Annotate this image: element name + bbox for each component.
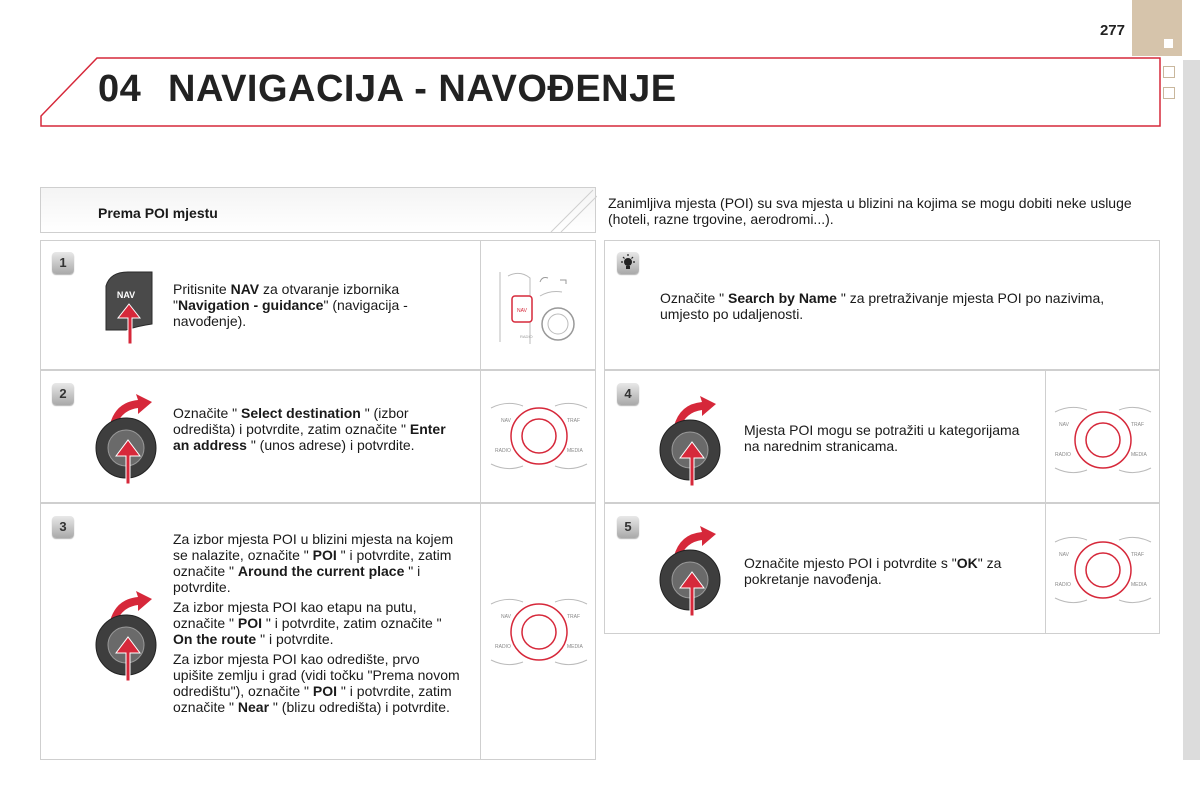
svg-text:MEDIA: MEDIA — [1131, 452, 1147, 458]
svg-text:NAV: NAV — [517, 308, 527, 314]
step-3-badge: 3 — [52, 516, 74, 538]
tip-badge — [617, 252, 639, 274]
step-3-paragraph-2: Za izbor mjesta POI kao etapu na putu, označite " POI " i potvrdite, zatim označite " On the route " i potvrdite. — [173, 599, 442, 647]
nav-keyword: NAV — [230, 281, 260, 297]
step-1-text: Pritisnite NAV za otvaranje izbornika "Navigation - guidance" (navigacija - navođenje). — [173, 281, 408, 329]
control-panel-icon — [1051, 532, 1155, 608]
svg-text:RADIO: RADIO — [1055, 582, 1071, 588]
nav-button-icon — [98, 268, 160, 346]
section-header-label: Prema POI mjestu — [98, 205, 218, 221]
step-5-divider — [1045, 503, 1046, 634]
navigation-guidance-keyword: Navigation - guidance — [177, 297, 324, 313]
intro-divider — [595, 187, 596, 233]
chapter-title: NAVIGACIJA - NAVOĐENJE — [168, 68, 677, 110]
svg-text:RADIO: RADIO — [1055, 452, 1071, 458]
side-scroll-strip — [1183, 60, 1200, 760]
search-by-name-keyword: Search by Name — [728, 290, 837, 306]
svg-text:NAV: NAV — [501, 614, 511, 620]
joystick-press-icon — [90, 388, 162, 488]
step-5-badge: 5 — [617, 516, 639, 538]
svg-text:TRAF: TRAF — [1131, 422, 1145, 428]
joystick-press-icon — [654, 390, 726, 490]
joystick-press-icon — [90, 585, 162, 685]
svg-text:MEDIA: MEDIA — [567, 448, 583, 454]
control-panel-icon — [487, 398, 591, 474]
step-1-divider — [480, 240, 481, 370]
nav-key-label: NAV — [116, 290, 136, 300]
svg-text:MEDIA: MEDIA — [1131, 582, 1147, 588]
chapter-number: 04 — [98, 68, 142, 110]
tab-marker-empty — [1163, 87, 1175, 99]
step-3-divider — [480, 503, 481, 760]
svg-text:RADIO: RADIO — [495, 644, 511, 650]
intro-text: Zanimljiva mjesta (POI) su sva mjesta u blizini na kojima se mogu dobiti neke usluge (hoteli, razne trgovine, aerodromi...). — [608, 195, 1132, 227]
step-4-text: Mjesta POI mogu se potražiti u kategorijama na narednim stranicama. — [744, 422, 1020, 454]
lightbulb-icon — [617, 252, 639, 274]
control-panel-icon — [1051, 402, 1155, 478]
svg-text:TRAF: TRAF — [567, 614, 581, 620]
svg-text:RADIO: RADIO — [495, 448, 511, 454]
on-the-route-keyword: On the route — [173, 631, 257, 647]
page-title — [98, 68, 677, 111]
step-4-divider — [1045, 370, 1046, 503]
near-keyword: Near — [237, 699, 270, 715]
page-number: 277 — [1099, 22, 1125, 39]
joystick-press-icon — [654, 520, 726, 620]
tab-marker-empty — [1163, 66, 1175, 78]
step-4-badge: 4 — [617, 383, 639, 405]
section-header-box — [40, 187, 596, 233]
svg-text:NAV: NAV — [1059, 552, 1069, 558]
step-2-divider — [480, 370, 481, 503]
step-1-badge: 1 — [52, 252, 74, 274]
svg-text:TRAF: TRAF — [1131, 552, 1145, 558]
ok-keyword: OK — [956, 555, 978, 571]
step-3-text — [173, 531, 463, 719]
step-5-text: Označite mjesto POI i potvrdite s "OK" za pokretanje navođenja. — [744, 555, 1002, 587]
svg-text:TRAF: TRAF — [567, 418, 581, 424]
svg-text:RADIO: RADIO — [520, 334, 533, 339]
step-2-text: Označite " Select destination " (izbor odredišta) i potvrdite, zatim označite " Enter an address " (unos adrese) i potvrdite. — [173, 405, 446, 453]
step-2-badge: 2 — [52, 383, 74, 405]
control-panel-icon — [487, 594, 591, 670]
svg-text:NAV: NAV — [1059, 422, 1069, 428]
step-3-paragraph-3: Za izbor mjesta POI kao odredište, prvo upišite zemlju i grad (vidi točku "Prema novom odredištu"), označite " POI " i potvrdite, zatim označite " Near " (blizu odredišta) i potvrdite. — [173, 651, 460, 715]
dashboard-panel-icon — [490, 266, 590, 348]
around-current-place-keyword: Around the current place — [237, 563, 405, 579]
svg-text:NAV: NAV — [501, 418, 511, 424]
select-destination-keyword: Select destination — [241, 405, 361, 421]
tab-marker-filled — [1164, 39, 1173, 48]
svg-text:MEDIA: MEDIA — [567, 644, 583, 650]
enter-address-keyword: Enter an address — [173, 421, 446, 453]
tip-text: Označite " Search by Name " za pretraživanje mjesta POI po nazivima, umjesto po udaljenosti. — [660, 290, 1105, 322]
step-3-paragraph-1: Za izbor mjesta POI u blizini mjesta na kojem se nalazite, označite " POI " i potvrdite, zatim označite " Around the current place " i potvrdite. — [173, 531, 454, 595]
header-stripes — [541, 188, 597, 234]
